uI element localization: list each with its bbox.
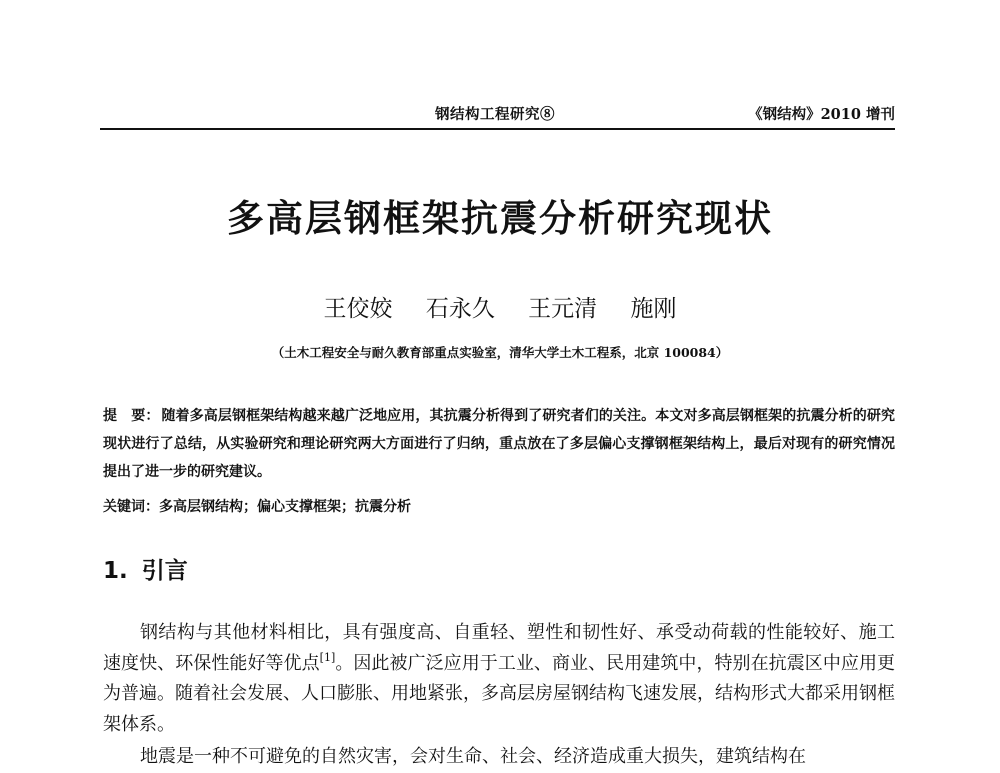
author-name: 王元清 bbox=[528, 296, 598, 322]
author-name: 施刚 bbox=[630, 296, 677, 322]
author-list bbox=[0, 290, 1000, 323]
affiliation: （土木工程安全与耐久教育部重点实验室，清华大学土木工程系，北京 100084） bbox=[271, 345, 729, 360]
keywords-label: 关键词： bbox=[103, 499, 159, 515]
paper-title: 多高层钢框架抗震分析研究现状 bbox=[227, 197, 773, 240]
citation-ref: [1] bbox=[319, 650, 336, 664]
section-title: 引言 bbox=[141, 558, 188, 584]
header-journal-issue: 《钢结构》2010 增刊 bbox=[748, 106, 895, 123]
paragraph-text: 。因此被广泛应用于工业、商业、民用建筑中，特别在抗震区中应用更为普遍。随着社会发展、人口膨胀、用地紧张，多高层房屋钢结构飞速发展，结构形式大都采用钢框架体系。 bbox=[103, 652, 895, 735]
section-heading bbox=[103, 552, 188, 585]
section-number: 1. bbox=[103, 558, 128, 584]
author-name: 王佼姣 bbox=[323, 296, 393, 322]
body-paragraph-cut: 地震是一种不可避免的自然灾害，会对生命、社会、经济造成重大损失，建筑结构在 bbox=[140, 746, 806, 767]
running-header bbox=[100, 103, 895, 127]
header-rule bbox=[100, 128, 895, 130]
paragraph-text: 钢结构与其他材料相比，具有强度高、自重轻、塑性和韧性好、承受动荷载的性能较好、施工速度快、环保性能好等优点 bbox=[103, 622, 895, 674]
keywords bbox=[103, 494, 895, 520]
header-series-title: 钢结构工程研究⑧ bbox=[435, 106, 555, 123]
body-paragraph bbox=[103, 618, 895, 740]
abstract-text: 随着多高层钢框架结构越来越广泛地应用，其抗震分析得到了研究者们的关注。本文对多高层钢框架的抗震分析的研究现状进行了总结，从实验研究和理论研究两大方面进行了归纳，重点放在了多层偏心支撑钢框架结构上，最后对现有的研究情况提出了进一步的研究建议。 bbox=[103, 408, 895, 480]
abstract bbox=[103, 402, 895, 486]
abstract-label: 提 要： bbox=[103, 408, 160, 424]
author-name: 石永久 bbox=[425, 296, 495, 322]
keywords-text: 多高层钢结构；偏心支撑框架；抗震分析 bbox=[159, 499, 411, 515]
